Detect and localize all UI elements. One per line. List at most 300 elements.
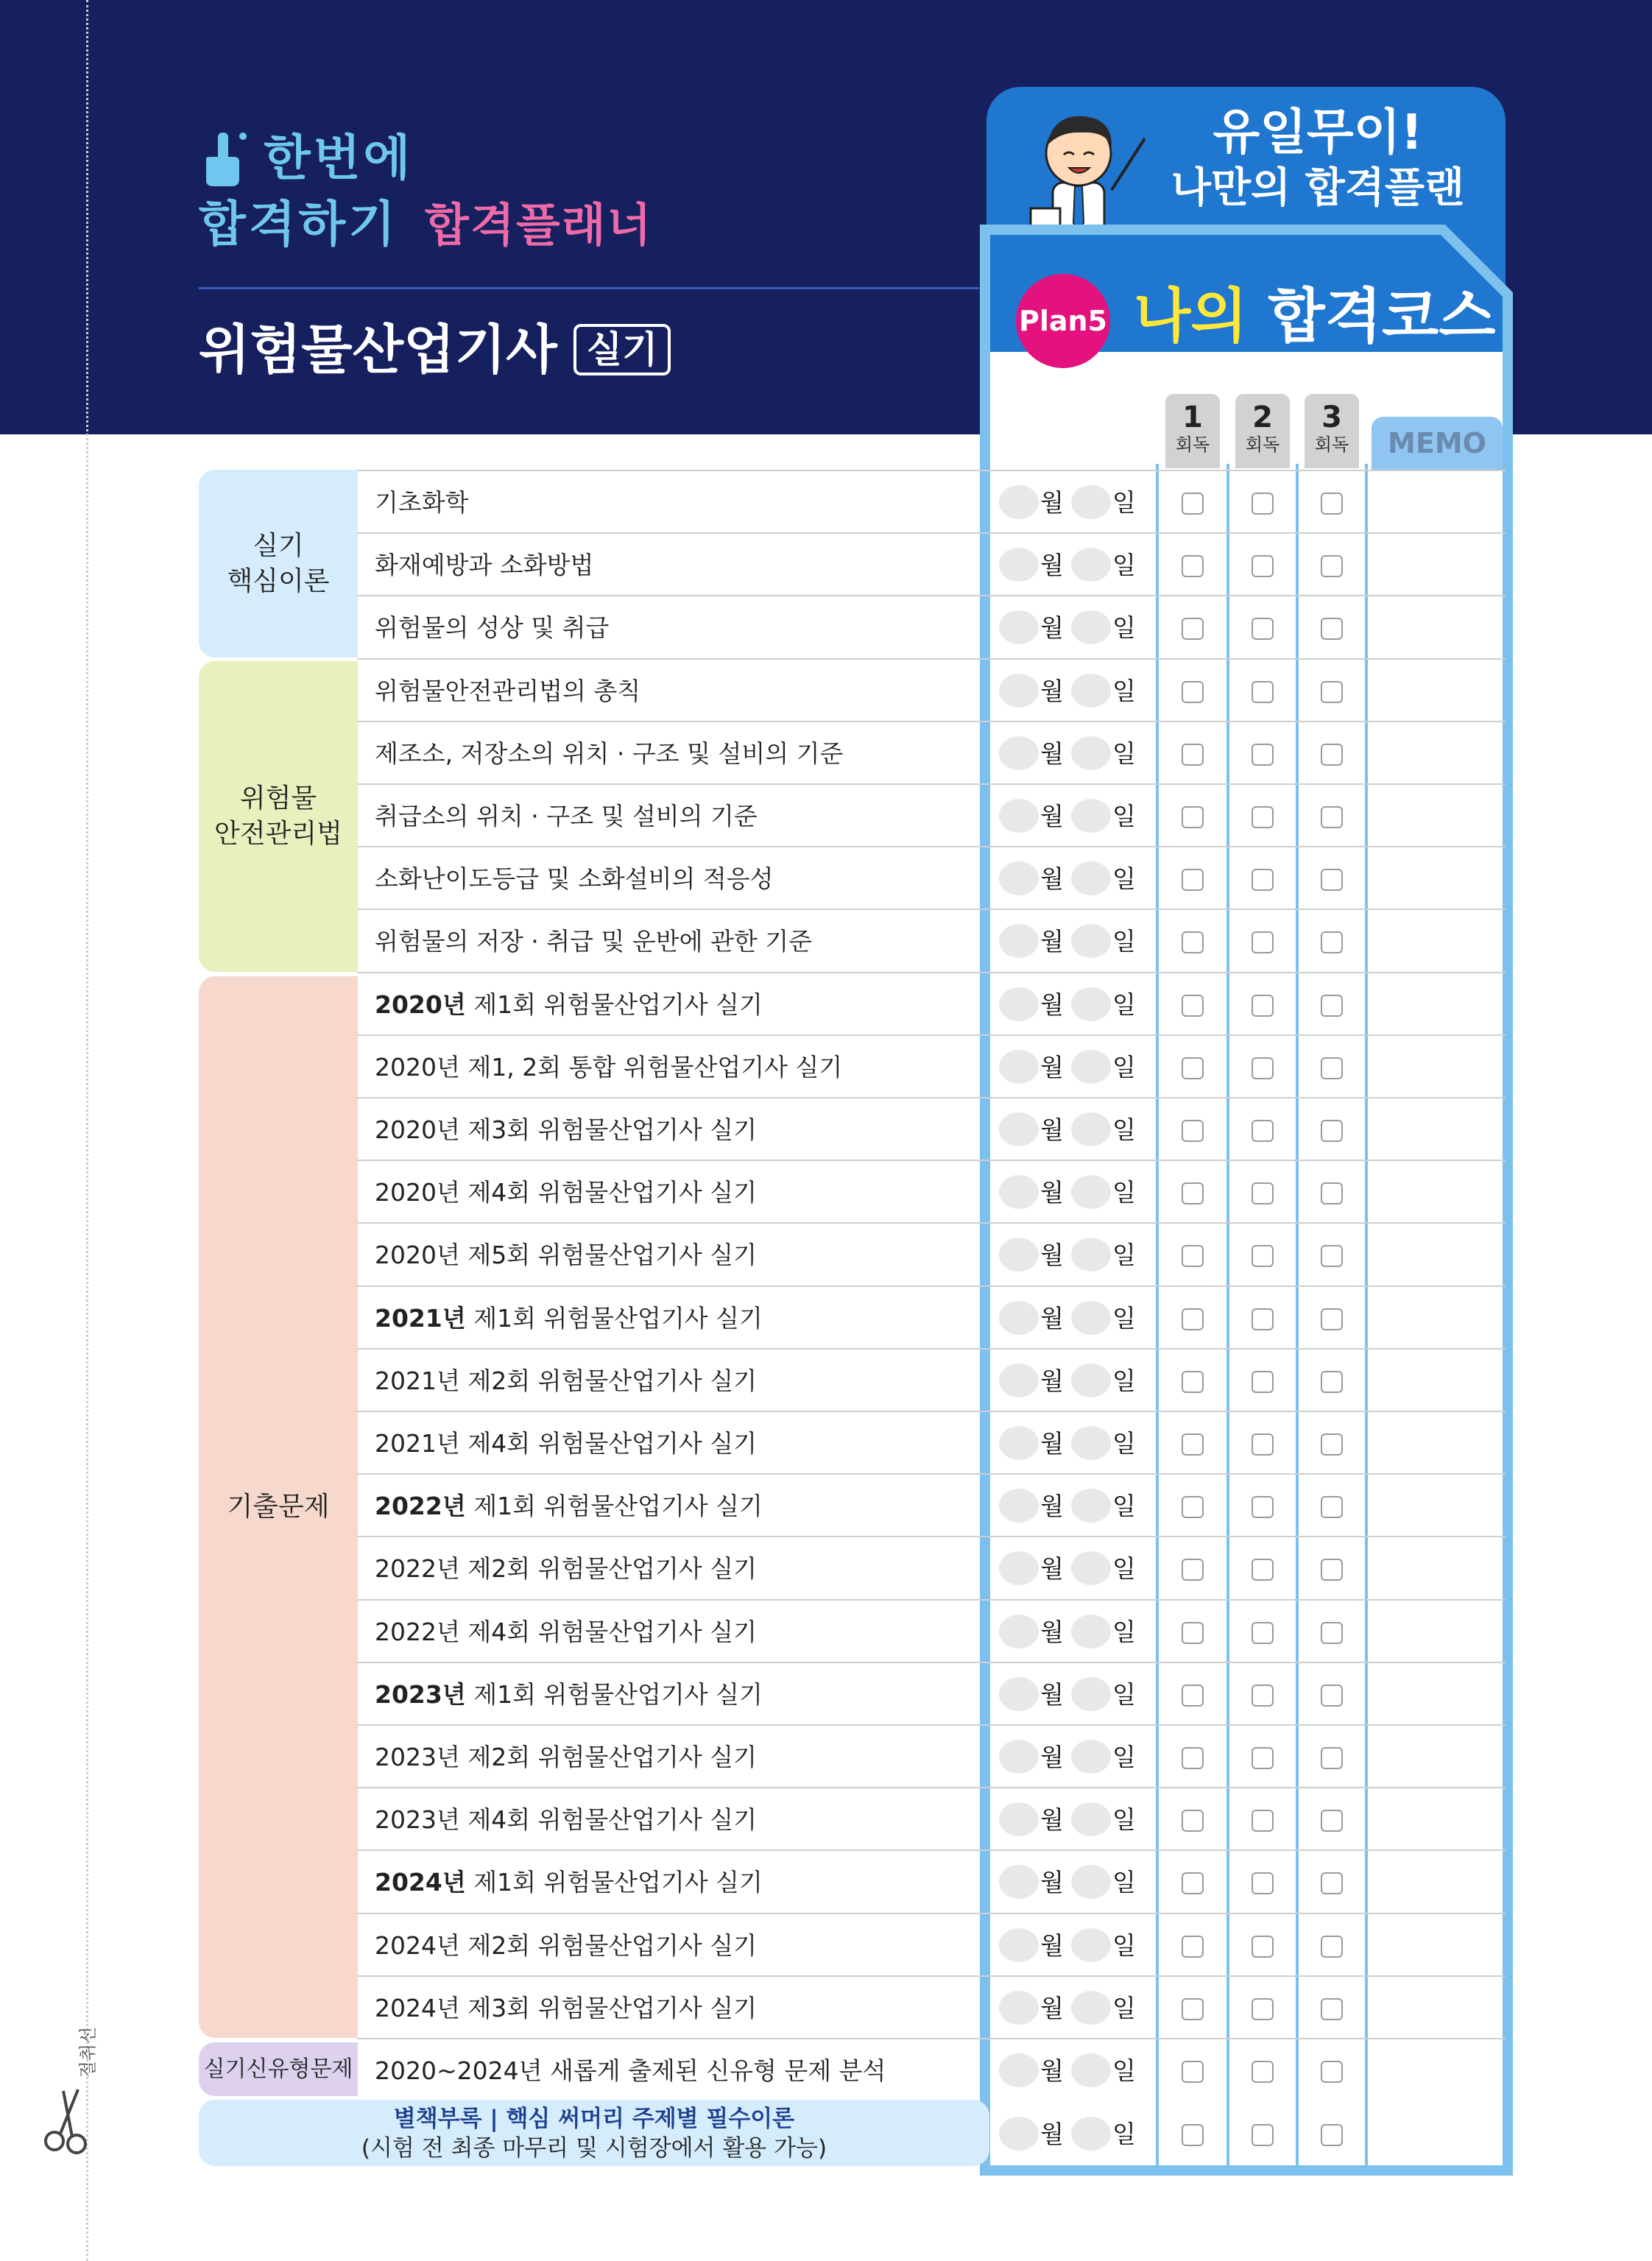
round-3-checkbox[interactable]: [1321, 1998, 1343, 2020]
row-subject: [375, 596, 609, 659]
category-line: 실기신유형문제: [203, 2056, 353, 2082]
plan-row: [357, 1536, 1505, 1598]
memo-cell[interactable]: [1369, 534, 1502, 596]
round-3-checkbox[interactable]: [1321, 995, 1343, 1017]
row-text: 제1회 위험물산업기사 실기: [465, 1304, 763, 1333]
row-text: 제1회 위험물산업기사 실기: [465, 990, 763, 1019]
month-oval[interactable]: [999, 799, 1039, 833]
round-1-checkbox[interactable]: [1182, 1057, 1204, 1079]
row-subject: [375, 1412, 757, 1475]
category-safety-law: [199, 661, 358, 972]
day-oval[interactable]: [1071, 1050, 1111, 1084]
date-field[interactable]: [999, 973, 1154, 1036]
month-label: 월: [1040, 1053, 1064, 1082]
round-2-checkbox[interactable]: [1252, 744, 1274, 766]
row-text: 2023년 제4회 위험물산업기사 실기: [375, 1805, 757, 1834]
day-label: 일: [1112, 1994, 1136, 2022]
date-field[interactable]: [999, 1663, 1154, 1726]
memo-cell[interactable]: [1369, 1161, 1502, 1224]
round-3-checkbox[interactable]: [1321, 2124, 1343, 2146]
memo-cell[interactable]: [1369, 1537, 1502, 1600]
round-1-checkbox[interactable]: [1182, 1810, 1204, 1832]
memo-cell[interactable]: [1369, 471, 1502, 534]
date-field[interactable]: [999, 1726, 1154, 1788]
round-1-checkbox[interactable]: [1182, 1245, 1204, 1267]
month-label: 월: [1040, 1366, 1064, 1395]
category-line: 핵심이론: [227, 565, 330, 596]
row-subject: [375, 1914, 757, 1977]
round-3-checkbox[interactable]: [1321, 1433, 1343, 1456]
round-2-checkbox[interactable]: [1252, 1371, 1274, 1393]
row-subject: [375, 471, 469, 534]
day-oval[interactable]: [1071, 485, 1111, 519]
memo-cell[interactable]: [1369, 1412, 1502, 1475]
month-label: 월: [1040, 1429, 1064, 1458]
month-oval[interactable]: [999, 1426, 1039, 1460]
day-label: 일: [1112, 802, 1136, 830]
row-text: 기초화학: [375, 488, 469, 517]
round-3-checkbox[interactable]: [1321, 681, 1343, 703]
date-field[interactable]: [999, 1601, 1154, 1663]
date-field[interactable]: [999, 1161, 1154, 1224]
plan-row: [357, 1160, 1505, 1222]
month-label: 월: [1040, 1554, 1064, 1583]
category-core-theory: [199, 470, 358, 657]
round-2-checkbox[interactable]: [1252, 1872, 1274, 1894]
month-oval[interactable]: [999, 987, 1039, 1021]
row-year: 2020년: [375, 990, 466, 1019]
round-1-checkbox[interactable]: [1182, 1371, 1204, 1393]
round-2-checkbox[interactable]: [1252, 1998, 1274, 2020]
row-year: 2023년: [375, 1680, 466, 1709]
day-oval[interactable]: [1071, 924, 1111, 958]
date-field[interactable]: [999, 1788, 1154, 1851]
round-2-checkbox[interactable]: [1252, 1810, 1274, 1832]
row-subject: [375, 660, 640, 722]
date-field[interactable]: [999, 596, 1154, 659]
category-new-type: [199, 2042, 358, 2096]
round-2-checkbox[interactable]: [1252, 1308, 1274, 1330]
month-oval[interactable]: [999, 1551, 1039, 1585]
round-1-checkbox[interactable]: [1182, 1747, 1204, 1769]
memo-cell[interactable]: [1369, 596, 1502, 659]
day-oval[interactable]: [1071, 1991, 1111, 2025]
row-subject: [375, 1601, 757, 1663]
day-oval[interactable]: [1071, 1802, 1111, 1836]
round-1-checkbox[interactable]: [1182, 1120, 1204, 1142]
month-oval[interactable]: [999, 1489, 1039, 1523]
plan-row: [357, 783, 1505, 846]
round-2-checkbox[interactable]: [1252, 1433, 1274, 1456]
month-oval[interactable]: [999, 736, 1039, 770]
month-label: 월: [1040, 551, 1064, 579]
round-3-checkbox[interactable]: [1321, 618, 1343, 640]
round-3-checkbox[interactable]: [1321, 1371, 1343, 1393]
plan-row: [357, 1411, 1505, 1473]
round-3-checkbox[interactable]: [1321, 1182, 1343, 1204]
round-3-checkbox[interactable]: [1321, 1622, 1343, 1644]
round-3-checkbox[interactable]: [1321, 1245, 1343, 1267]
plan-row: [357, 658, 1505, 721]
day-oval[interactable]: [1071, 1238, 1111, 1271]
day-label: 일: [1112, 927, 1136, 956]
row-text: 취급소의 위치 · 구조 및 설비의 기준: [375, 802, 758, 830]
date-field[interactable]: [999, 1851, 1154, 1913]
month-oval[interactable]: [999, 485, 1039, 519]
month-oval[interactable]: [999, 1238, 1039, 1271]
row-text: 2022년 제2회 위험물산업기사 실기: [375, 1554, 757, 1583]
round-1-checkbox[interactable]: [1182, 2061, 1204, 2083]
date-field[interactable]: [999, 1475, 1154, 1537]
row-subject: [375, 1788, 757, 1851]
month-label: 월: [1040, 1994, 1064, 2022]
round-1-checkbox[interactable]: [1182, 555, 1204, 577]
row-text: 화재예방과 소화방법: [375, 551, 594, 579]
date-field[interactable]: [999, 910, 1154, 973]
round-tab-2: [1233, 392, 1292, 468]
memo-cell[interactable]: [1369, 1851, 1502, 1913]
date-field[interactable]: [999, 785, 1154, 847]
round-2-checkbox[interactable]: [1252, 1182, 1274, 1204]
month-label: 월: [1040, 1492, 1064, 1520]
day-oval[interactable]: [1071, 736, 1111, 770]
round-3-checkbox[interactable]: [1321, 1120, 1343, 1142]
round-1-checkbox[interactable]: [1182, 1622, 1204, 1644]
day-oval[interactable]: [1071, 610, 1111, 644]
row-subject: [375, 1350, 757, 1412]
round-2-checkbox[interactable]: [1252, 869, 1274, 891]
memo-cell[interactable]: [1369, 1726, 1502, 1788]
date-field[interactable]: [999, 1036, 1154, 1098]
round-1-checkbox[interactable]: [1182, 806, 1204, 828]
month-oval[interactable]: [999, 1677, 1039, 1711]
day-oval[interactable]: [1071, 1928, 1111, 1962]
plan-row: [357, 1724, 1505, 1787]
day-oval[interactable]: [1071, 1112, 1111, 1146]
memo-cell[interactable]: [1369, 1601, 1502, 1663]
round-3-checkbox[interactable]: [1321, 1496, 1343, 1518]
month-oval[interactable]: [999, 1364, 1039, 1397]
round-2-checkbox[interactable]: [1252, 1120, 1274, 1142]
round-2-checkbox[interactable]: [1252, 2124, 1274, 2146]
memo-cell[interactable]: [1369, 1287, 1502, 1350]
date-field[interactable]: [999, 2039, 1154, 2102]
memo-cell[interactable]: [1369, 1977, 1502, 2039]
round-3-checkbox[interactable]: [1321, 1747, 1343, 1769]
day-label: 일: [1112, 1868, 1136, 1897]
round-2-checkbox[interactable]: [1252, 618, 1274, 640]
category-line: 위험물: [239, 783, 317, 814]
day-oval[interactable]: [1071, 1364, 1111, 1397]
round-3-checkbox[interactable]: [1321, 869, 1343, 891]
month-label: 월: [1040, 1805, 1064, 1834]
round-1-checkbox[interactable]: [1182, 1182, 1204, 1204]
round-2-checkbox[interactable]: [1252, 1622, 1274, 1644]
day-label: 일: [1112, 488, 1136, 517]
date-field[interactable]: [999, 1537, 1154, 1600]
month-oval[interactable]: [999, 1615, 1039, 1648]
day-oval[interactable]: [1071, 1175, 1111, 1209]
month-oval[interactable]: [999, 1740, 1039, 1774]
day-label: 일: [1112, 1178, 1136, 1207]
date-field[interactable]: [999, 1977, 1154, 2039]
row-subject: [375, 1851, 763, 1913]
round-3-checkbox[interactable]: [1321, 555, 1343, 577]
scissors-icon: [41, 2084, 93, 2157]
month-oval[interactable]: [999, 1865, 1039, 1899]
round-1-checkbox[interactable]: [1182, 1936, 1204, 1958]
row-text: 2021년 제2회 위험물산업기사 실기: [375, 1366, 757, 1395]
round-1-checkbox[interactable]: [1182, 869, 1204, 891]
plan-row: [357, 1662, 1505, 1724]
round-3-checkbox[interactable]: [1321, 1936, 1343, 1958]
date-field[interactable]: [999, 1914, 1154, 1977]
day-label: 일: [1112, 1492, 1136, 1520]
memo-cell[interactable]: [1369, 847, 1502, 910]
month-label: 월: [1040, 1178, 1064, 1207]
round-1-checkbox[interactable]: [1182, 931, 1204, 953]
round-1-checkbox[interactable]: [1182, 1433, 1204, 1456]
memo-cell[interactable]: [1369, 1914, 1502, 1977]
day-label: 일: [1112, 1680, 1136, 1709]
month-oval[interactable]: [999, 1050, 1039, 1084]
month-label: 월: [1040, 613, 1064, 642]
round-2-checkbox[interactable]: [1252, 1559, 1274, 1581]
round-2-checkbox[interactable]: [1252, 1245, 1274, 1267]
memo-cell[interactable]: [1369, 1098, 1502, 1161]
day-label: 일: [1112, 677, 1136, 705]
row-text: 2020년 제5회 위험물산업기사 실기: [375, 1241, 757, 1269]
round-2-checkbox[interactable]: [1252, 1936, 1274, 1958]
round-label: 회독: [1245, 434, 1280, 455]
day-oval[interactable]: [1071, 799, 1111, 833]
plan-badge: Plan5: [1016, 274, 1110, 368]
plan-row: [357, 1222, 1505, 1285]
plan-row: [357, 1787, 1505, 1849]
round-3-checkbox[interactable]: [1321, 931, 1343, 953]
day-oval[interactable]: [1071, 1740, 1111, 1774]
month-oval[interactable]: [999, 548, 1039, 582]
day-oval[interactable]: [1071, 861, 1111, 895]
round-2-checkbox[interactable]: [1252, 2061, 1274, 2083]
plan-row: [357, 2038, 1505, 2100]
round-2-checkbox[interactable]: [1252, 931, 1274, 953]
date-field[interactable]: [999, 847, 1154, 910]
month-oval[interactable]: [999, 1802, 1039, 1836]
row-text: 위험물안전관리법의 총칙: [375, 677, 641, 705]
month-label: 월: [1040, 990, 1064, 1019]
round-2-checkbox[interactable]: [1252, 555, 1274, 577]
plan-subtitle-1: 유일무이!: [1212, 104, 1423, 161]
cut-line: [86, 0, 88, 2261]
round-3-checkbox[interactable]: [1321, 1559, 1343, 1581]
plan-row: [357, 470, 1505, 532]
day-oval[interactable]: [1071, 1426, 1111, 1460]
date-field[interactable]: [999, 660, 1154, 722]
plan-title-highlight: 나의: [1134, 282, 1248, 350]
memo-cell[interactable]: [1369, 1663, 1502, 1726]
day-label: 일: [1112, 990, 1136, 1019]
memo-cell[interactable]: [1369, 973, 1502, 1036]
round-3-checkbox[interactable]: [1321, 1872, 1343, 1894]
round-3-checkbox[interactable]: [1321, 1308, 1343, 1330]
row-text: 2020~2024년 새롭게 출제된 신유형 문제 분석: [375, 2056, 886, 2085]
month-label: 월: [1040, 1241, 1064, 1269]
round-tab-3: [1302, 392, 1361, 468]
round-3-checkbox[interactable]: [1321, 1685, 1343, 1707]
memo-cell[interactable]: [1369, 722, 1502, 785]
month-oval[interactable]: [999, 2117, 1039, 2151]
row-text: 2020년 제4회 위험물산업기사 실기: [375, 1178, 757, 1207]
plan-row: [357, 595, 1505, 657]
round-1-checkbox[interactable]: [1182, 618, 1204, 640]
month-oval[interactable]: [999, 861, 1039, 895]
round-2-checkbox[interactable]: [1252, 995, 1274, 1017]
day-oval[interactable]: [1071, 1677, 1111, 1711]
row-text: 위험물의 성상 및 취급: [375, 613, 610, 642]
memo-cell[interactable]: [1369, 1350, 1502, 1412]
month-oval[interactable]: [999, 924, 1039, 958]
month-oval[interactable]: [999, 1175, 1039, 1209]
row-text: 2020년 제1, 2회 통합 위험물산업기사 실기: [375, 1053, 843, 1082]
round-2-checkbox[interactable]: [1252, 806, 1274, 828]
date-field[interactable]: [999, 1098, 1154, 1161]
row-text: 제1회 위험물산업기사 실기: [465, 1680, 763, 1709]
day-label: 일: [1112, 1053, 1136, 1082]
plan-title-rest: 합격코스: [1268, 282, 1496, 350]
row-subject: [375, 1663, 763, 1726]
month-oval[interactable]: [999, 610, 1039, 644]
row-year: 2024년: [375, 1868, 466, 1897]
round-1-checkbox[interactable]: [1182, 2124, 1204, 2146]
month-oval[interactable]: [999, 1301, 1039, 1335]
round-1-checkbox[interactable]: [1182, 1559, 1204, 1581]
day-oval[interactable]: [1071, 1865, 1111, 1899]
plan-title: [1134, 280, 1496, 353]
memo-cell[interactable]: [1369, 785, 1502, 847]
round-1-checkbox[interactable]: [1182, 1998, 1204, 2020]
row-text: 2024년 제3회 위험물산업기사 실기: [375, 1994, 757, 2022]
round-1-checkbox[interactable]: [1182, 681, 1204, 703]
date-field[interactable]: [999, 1287, 1154, 1350]
day-oval[interactable]: [1071, 1615, 1111, 1648]
round-1-checkbox[interactable]: [1182, 995, 1204, 1017]
day-label: 일: [1112, 2120, 1136, 2148]
row-subject: [375, 1224, 757, 1286]
round-1-checkbox[interactable]: [1182, 1308, 1204, 1330]
row-subject: [375, 722, 843, 785]
day-label: 일: [1112, 1618, 1136, 1646]
row-subject: [375, 1098, 757, 1161]
day-oval[interactable]: [1071, 2053, 1111, 2087]
date-field[interactable]: [999, 471, 1154, 534]
month-label: 월: [1040, 802, 1064, 830]
day-label: 일: [1112, 1366, 1136, 1395]
month-oval[interactable]: [999, 1112, 1039, 1146]
day-oval[interactable]: [1071, 987, 1111, 1021]
day-label: 일: [1112, 739, 1136, 768]
plan-row: [357, 846, 1505, 909]
category-past-exams: [199, 976, 358, 2038]
month-label: 월: [1040, 927, 1064, 956]
plan-row: [357, 1285, 1505, 1348]
round-label: 회독: [1175, 434, 1210, 455]
round-2-checkbox[interactable]: [1252, 1057, 1274, 1079]
month-label: 월: [1040, 1115, 1064, 1144]
month-label: 월: [1040, 488, 1064, 517]
memo-cell[interactable]: [1369, 2039, 1502, 2102]
month-oval[interactable]: [999, 674, 1039, 708]
date-field[interactable]: [999, 722, 1154, 785]
month-oval[interactable]: [999, 2053, 1039, 2087]
book-title-text: 위험물산업기사: [199, 319, 557, 381]
day-label: 일: [1112, 864, 1136, 893]
memo-cell[interactable]: [1369, 1224, 1502, 1286]
round-3-checkbox[interactable]: [1321, 1057, 1343, 1079]
month-oval[interactable]: [999, 1928, 1039, 1962]
date-field[interactable]: [999, 1224, 1154, 1286]
memo-cell[interactable]: [1369, 1036, 1502, 1098]
memo-cell[interactable]: [1369, 1788, 1502, 1851]
month-label: 월: [1040, 1868, 1064, 1897]
round-3-checkbox[interactable]: [1321, 806, 1343, 828]
day-oval[interactable]: [1071, 1489, 1111, 1523]
round-1-checkbox[interactable]: [1182, 1872, 1204, 1894]
memo-cell[interactable]: [1369, 1475, 1502, 1537]
date-field[interactable]: [999, 1350, 1154, 1412]
memo-cell[interactable]: [1369, 660, 1502, 722]
memo-header: MEMO: [1372, 417, 1503, 470]
row-subject: [375, 1977, 757, 2039]
round-3-checkbox[interactable]: [1321, 1810, 1343, 1832]
date-field[interactable]: [999, 2103, 1154, 2165]
round-1-checkbox[interactable]: [1182, 1685, 1204, 1707]
round-2-checkbox[interactable]: [1252, 1747, 1274, 1769]
day-label: 일: [1112, 1115, 1136, 1144]
round-2-checkbox[interactable]: [1252, 1496, 1274, 1518]
day-oval[interactable]: [1071, 1551, 1111, 1585]
month-label: 월: [1040, 2120, 1064, 2148]
round-2-checkbox[interactable]: [1252, 493, 1274, 515]
appendix-row: [357, 2100, 1505, 2162]
round-2-checkbox[interactable]: [1252, 681, 1274, 703]
row-text: 제조소, 저장소의 위치 · 구조 및 설비의 기준: [375, 739, 844, 768]
day-label: 일: [1112, 1931, 1136, 1960]
day-oval[interactable]: [1071, 548, 1111, 582]
round-2-checkbox[interactable]: [1252, 1685, 1274, 1707]
month-label: 월: [1040, 739, 1064, 768]
date-field[interactable]: [999, 534, 1154, 596]
day-oval[interactable]: [1071, 1301, 1111, 1335]
day-oval[interactable]: [1071, 674, 1111, 708]
month-label: 월: [1040, 1743, 1064, 1771]
plan-row: [357, 1599, 1505, 1662]
month-label: 월: [1040, 677, 1064, 705]
row-text: 2020년 제3회 위험물산업기사 실기: [375, 1115, 757, 1144]
round-1-checkbox[interactable]: [1182, 744, 1204, 766]
date-field[interactable]: [999, 1412, 1154, 1475]
round-3-checkbox[interactable]: [1321, 2061, 1343, 2083]
month-label: 월: [1040, 864, 1064, 893]
round-3-checkbox[interactable]: [1321, 744, 1343, 766]
month-oval[interactable]: [999, 1991, 1039, 2025]
round-1-checkbox[interactable]: [1182, 493, 1204, 515]
round-1-checkbox[interactable]: [1182, 1496, 1204, 1518]
round-3-checkbox[interactable]: [1321, 493, 1343, 515]
day-oval[interactable]: [1071, 2117, 1111, 2151]
memo-cell[interactable]: [1369, 910, 1502, 973]
plan-row: [357, 972, 1505, 1034]
